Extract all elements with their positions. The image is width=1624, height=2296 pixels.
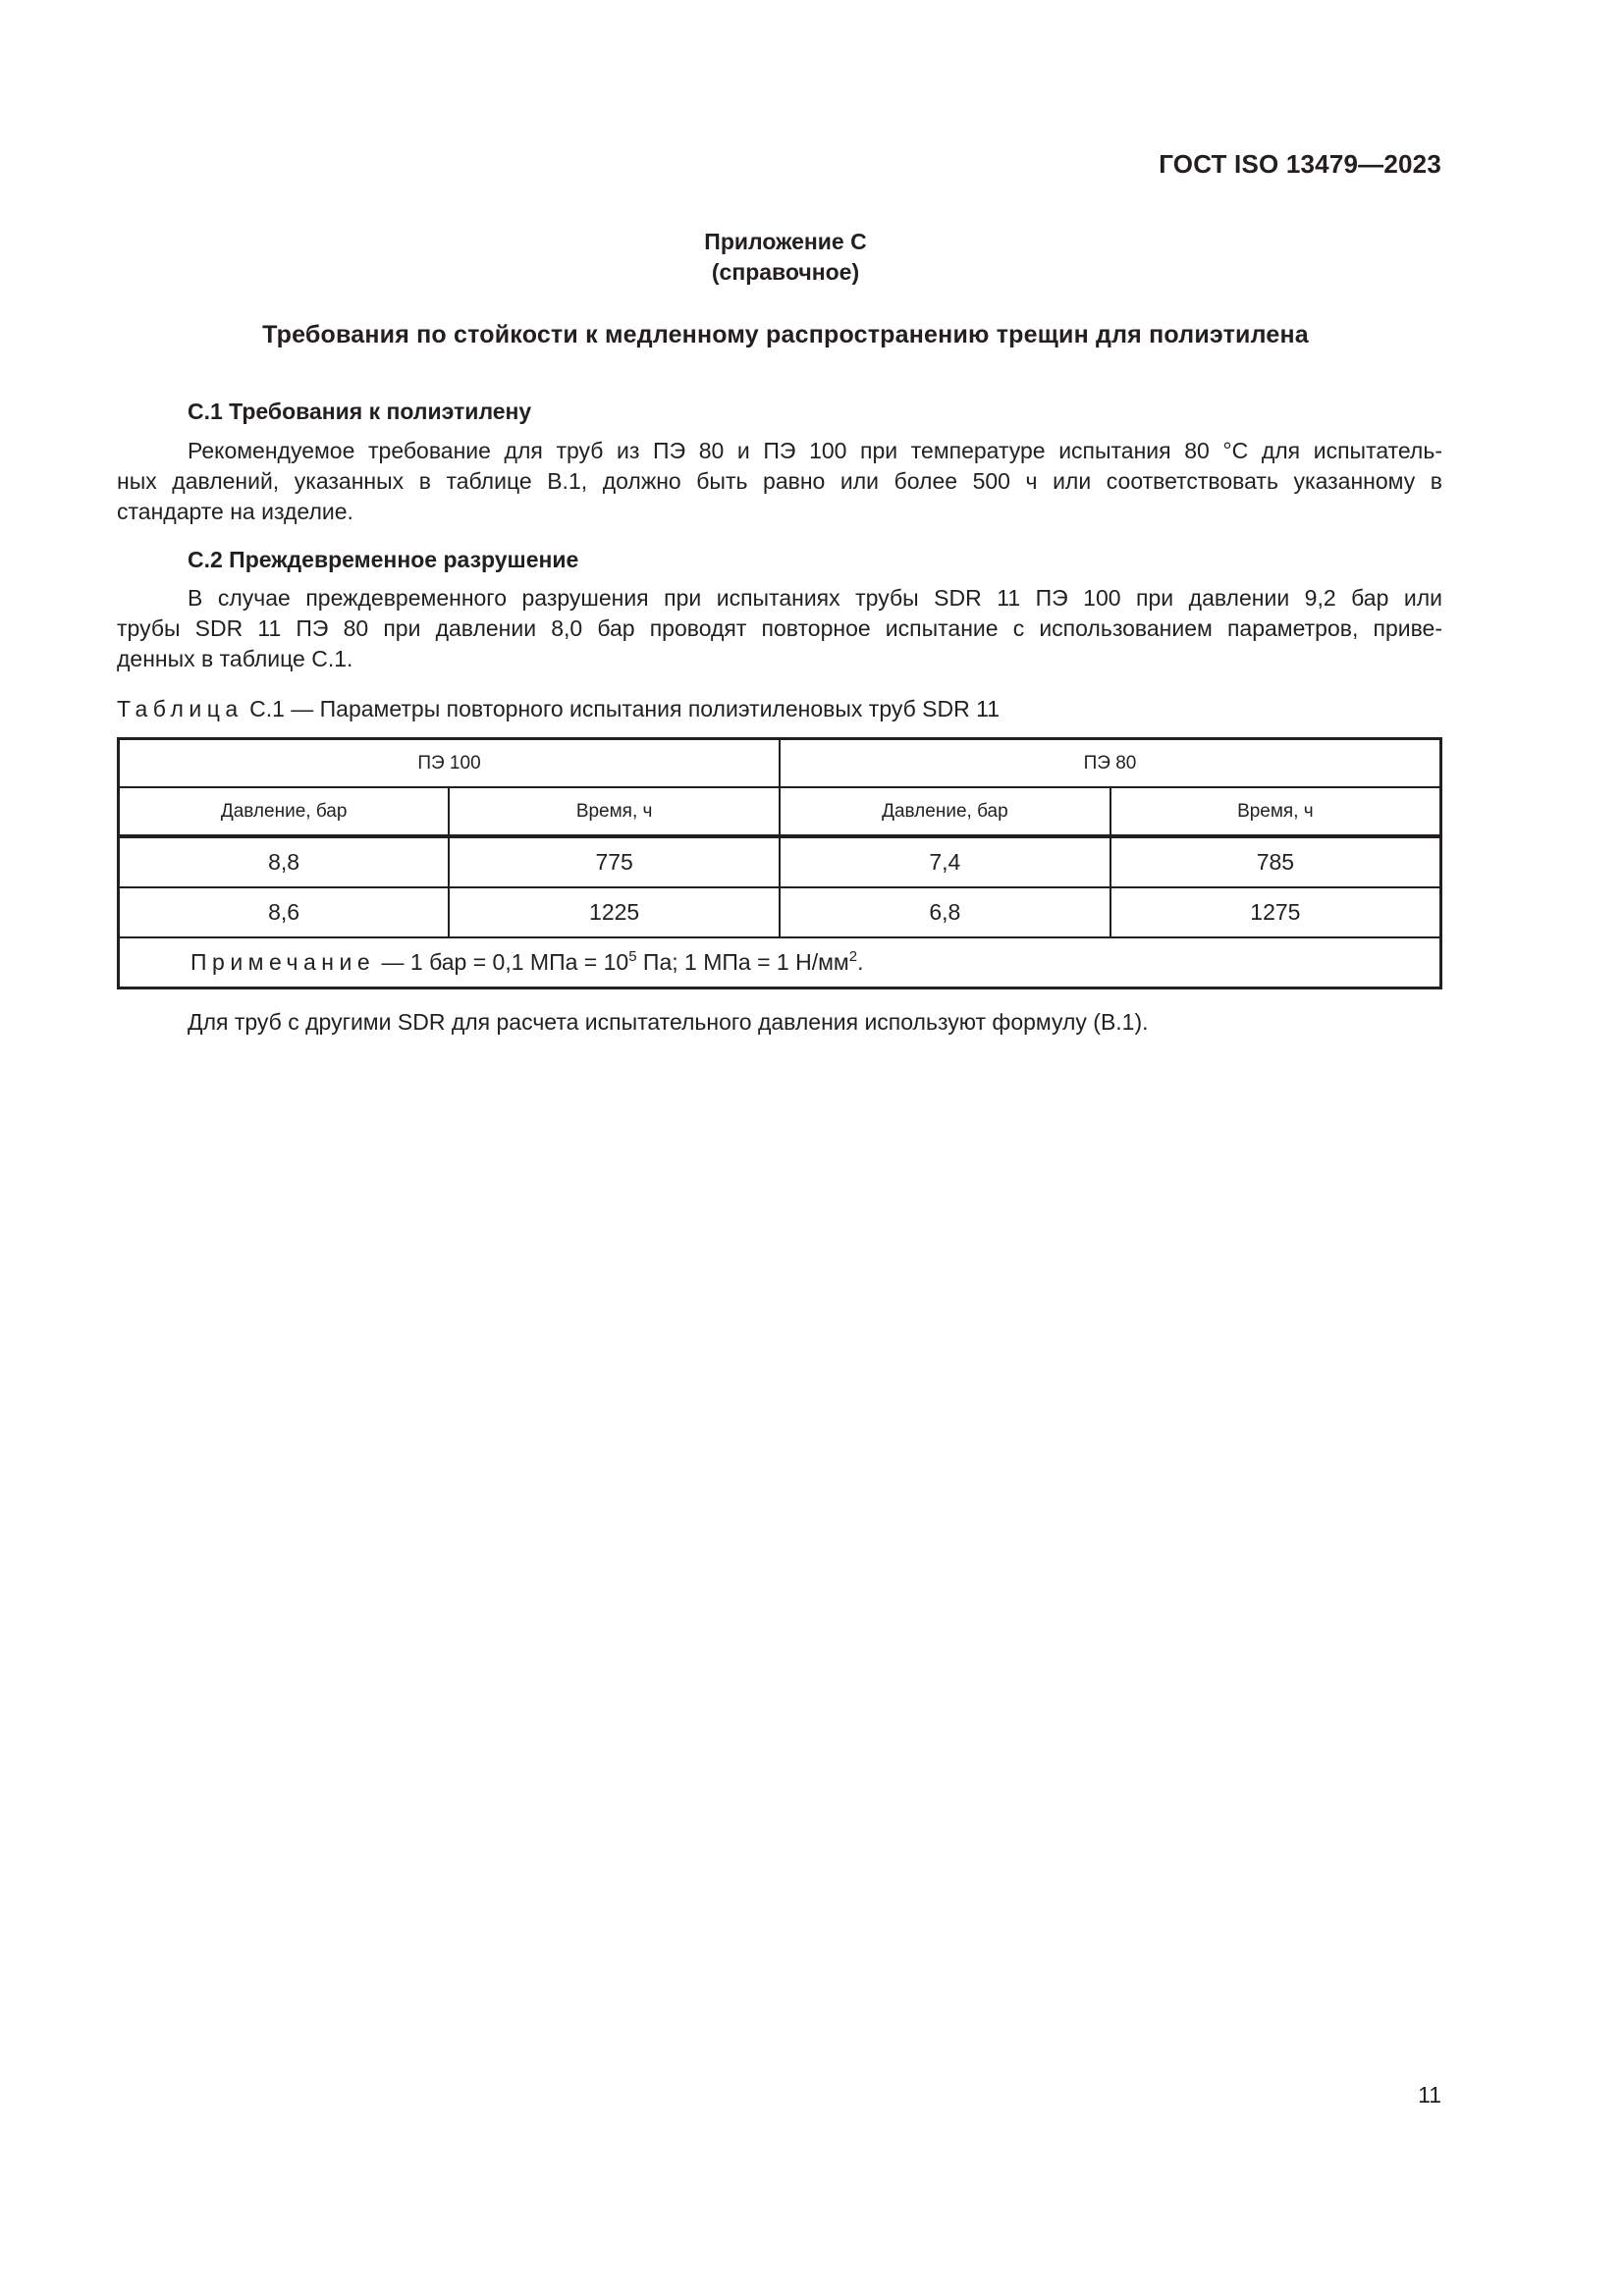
paragraph-line: стандарте на изделие.	[117, 499, 353, 524]
table-note	[119, 937, 1441, 988]
section-c2-title: С.2 Преждевременное разрушение	[188, 547, 579, 572]
section-c2-paragraph	[117, 583, 1442, 674]
table-row	[119, 887, 1441, 937]
group-header-pe100: ПЭ 100	[119, 739, 781, 788]
note-label: Примечание	[190, 949, 376, 975]
note-text-c: .	[857, 949, 864, 975]
table-caption-text: С.1 — Параметры повторного испытания полиэтиленовых труб SDR 11	[249, 696, 1000, 721]
note-text-a: — 1 бар = 0,1 МПа = 10	[381, 949, 629, 975]
column-header: Время, ч	[449, 787, 780, 836]
paragraph-line: трубы SDR 11 ПЭ 80 при давлении 8,0 бар проводят повторное испытание с использованием параметров, приве-	[117, 615, 1442, 641]
appendix-label: Приложение С	[704, 229, 867, 254]
table-cell: 6,8	[780, 887, 1110, 937]
formula-reference-text: Для труб с другими SDR для расчета испытательного давления используют формулу (В.1).	[188, 1009, 1149, 1035]
table-cell: 8,8	[119, 836, 450, 887]
table-column-header-row	[119, 787, 1441, 836]
column-header: Время, ч	[1110, 787, 1441, 836]
group-header-pe80: ПЭ 80	[780, 739, 1441, 788]
note-text-b: Па; 1 МПа = 1 Н/мм	[636, 949, 849, 975]
note-superscript: 2	[848, 948, 858, 965]
document-number: ГОСТ ISO 13479—2023	[1159, 149, 1441, 179]
page-number: 11	[1418, 2082, 1441, 2108]
table-cell: 1225	[449, 887, 780, 937]
column-header: Давление, бар	[119, 787, 450, 836]
retest-parameters-table	[117, 737, 1442, 989]
paragraph-line: Рекомендуемое требование для труб из ПЭ 80 и ПЭ 100 при температуре испытания 80 °С для испытатель-	[188, 438, 1442, 463]
column-header: Давление, бар	[780, 787, 1110, 836]
paragraph-line: В случае преждевременного разрушения при испытаниях трубы SDR 11 ПЭ 100 при давлении 9,2 бар или	[188, 585, 1442, 611]
table-cell: 775	[449, 836, 780, 887]
table-caption-prefix: Таблица	[117, 696, 244, 721]
paragraph-line: ных давлений, указанных в таблице В.1, должно быть равно или более 500 ч или соответствовать указанному в	[117, 468, 1442, 494]
table-cell: 785	[1110, 836, 1441, 887]
appendix-subtitle: (справочное)	[711, 259, 860, 285]
table-row	[119, 836, 1441, 887]
section-c1-title: С.1 Требования к полиэтилену	[188, 399, 532, 424]
table-cell: 8,6	[119, 887, 450, 937]
paragraph-line: денных в таблице С.1.	[117, 646, 353, 671]
table-group-header-row	[119, 739, 1441, 788]
table-cell: 1275	[1110, 887, 1441, 937]
table-note-row	[119, 937, 1441, 988]
table-caption	[117, 696, 1000, 722]
table-cell: 7,4	[780, 836, 1110, 887]
note-superscript: 5	[628, 948, 637, 965]
appendix-title	[0, 227, 1571, 288]
section-c1-paragraph	[117, 436, 1442, 527]
main-heading: Требования по стойкости к медленному распространению трещин для полиэтилена	[262, 321, 1309, 348]
